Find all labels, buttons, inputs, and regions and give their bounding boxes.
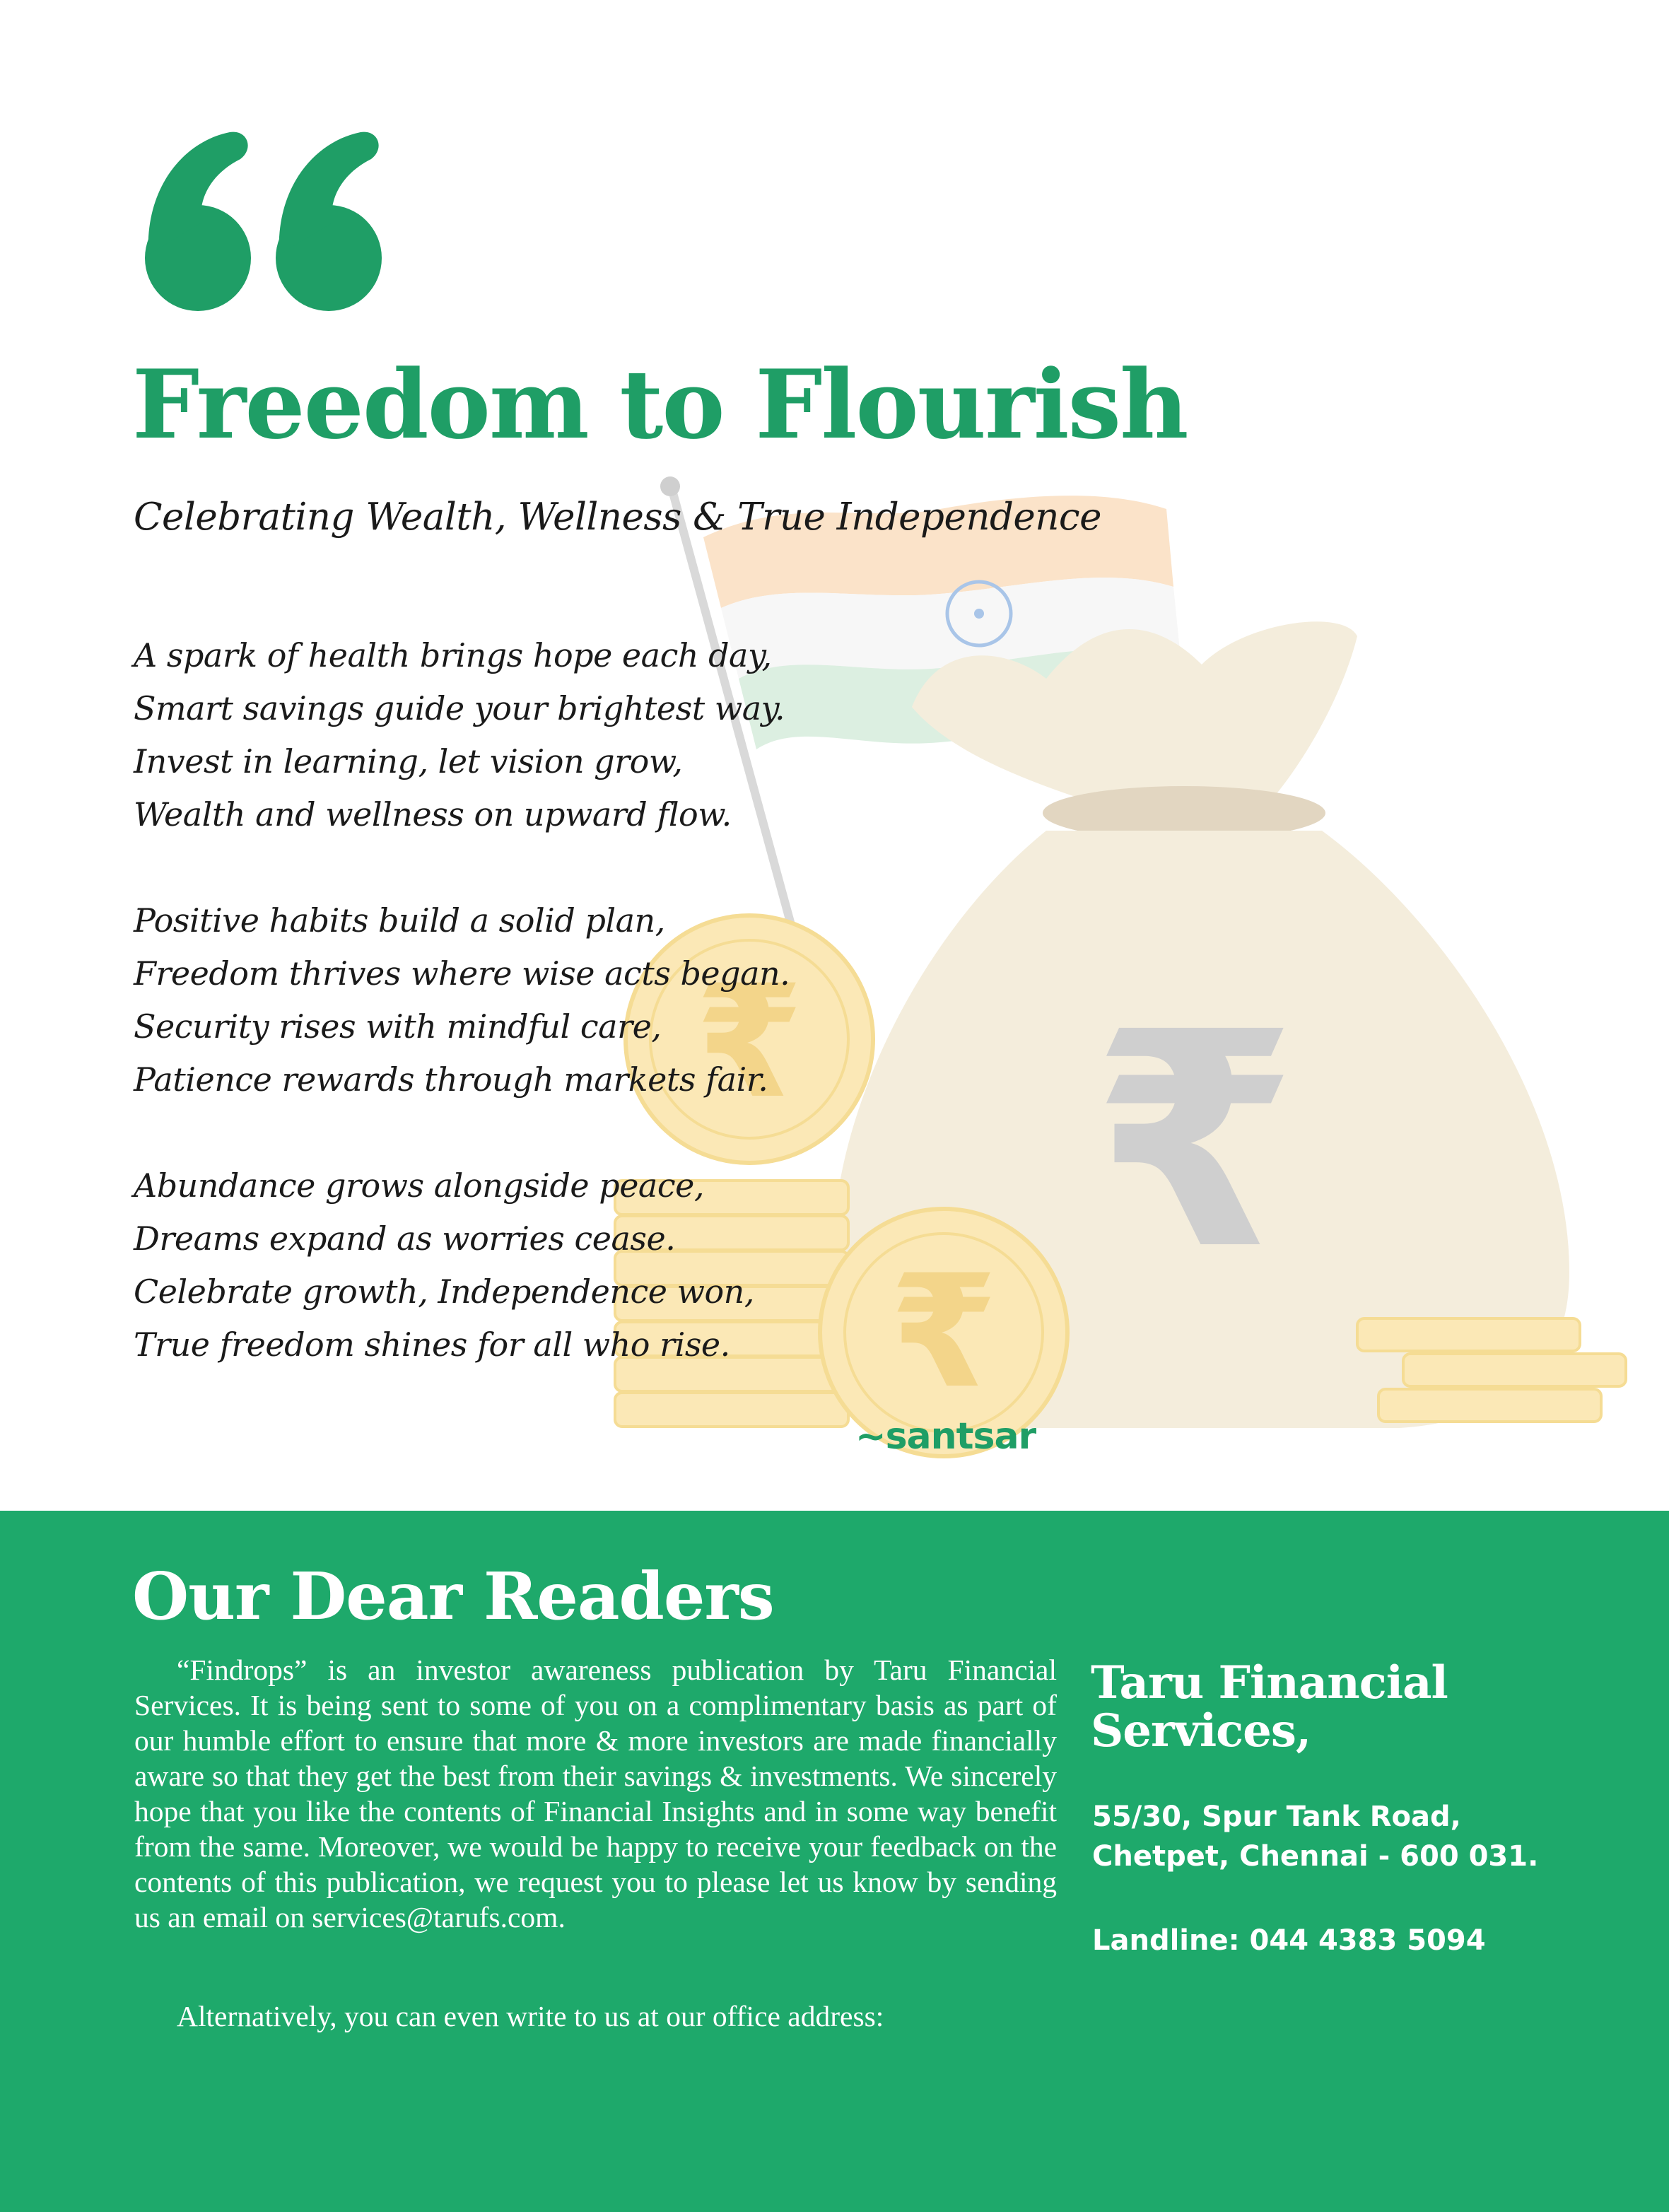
- poem: [134, 629, 911, 1424]
- poem-line: Security rises with mindful care,: [134, 1007, 662, 1046]
- poem-line: Dreams expand as worries cease.: [134, 1219, 676, 1258]
- office-address: [1092, 1797, 1629, 1876]
- page-subtitle: Celebrating Wealth, Wellness & True Independence: [134, 496, 1101, 539]
- poem-line: Celebrate growth, Independence won,: [134, 1272, 754, 1311]
- address-line: Chetpet, Chennai - 600 031.: [1092, 1840, 1539, 1873]
- readers-heading: Our Dear Readers: [132, 1558, 774, 1634]
- page-title: Freedom to Flourish: [132, 349, 1188, 460]
- landline-number: Landline: 044 4383 5094: [1092, 1924, 1486, 1957]
- poem-line: Positive habits build a solid plan,: [134, 901, 665, 940]
- readers-section: [0, 1511, 1669, 2212]
- company-name: Taru Financial Services,: [1091, 1656, 1448, 1757]
- poem-line: Freedom thrives where wise acts began.: [134, 954, 790, 993]
- poem-signature: ~santsar: [855, 1415, 1036, 1458]
- poem-line: Invest in learning, let vision grow,: [134, 742, 683, 780]
- poem-line: A spark of health brings hope each day,: [134, 636, 772, 674]
- poem-line: Patience rewards through markets fair.: [134, 1060, 768, 1099]
- svg-text:₹: ₹: [889, 1241, 998, 1422]
- svg-text:₹: ₹: [1091, 969, 1299, 1315]
- poem-line: Wealth and wellness on upward flow.: [134, 795, 732, 833]
- svg-text:₹: ₹: [695, 952, 804, 1133]
- poem-stanza: [134, 1159, 911, 1371]
- address-line: 55/30, Spur Tank Road,: [1092, 1801, 1461, 1833]
- readers-body-text: “Findrops” is an investor awareness publication by Taru Financial Services. It is being sent to some of you on a complimentary basis as part of our humble effort to ensure that more & more investors are made financially aware so that they get the best from their savings & investments. We sincerely hope that you like the contents of Financial Insights and in some way benefit from the same. Moreover, we would be happy to receive your feedback on the contents of this publication, we request you to please let us know by sending us an email on services@tarufs.com.: [134, 1654, 1057, 1933]
- poem-line: Abundance grows alongside peace,: [134, 1166, 704, 1205]
- poem-line: Smart savings guide your brightest way.: [134, 689, 785, 727]
- readers-alternative-text: Alternatively, you can even write to us at our office address:: [177, 2000, 884, 2032]
- quote-icon: [141, 131, 389, 315]
- poem-stanza: [134, 894, 911, 1106]
- poem-line: True freedom shines for all who rise.: [134, 1326, 730, 1364]
- poem-stanza: [134, 629, 911, 841]
